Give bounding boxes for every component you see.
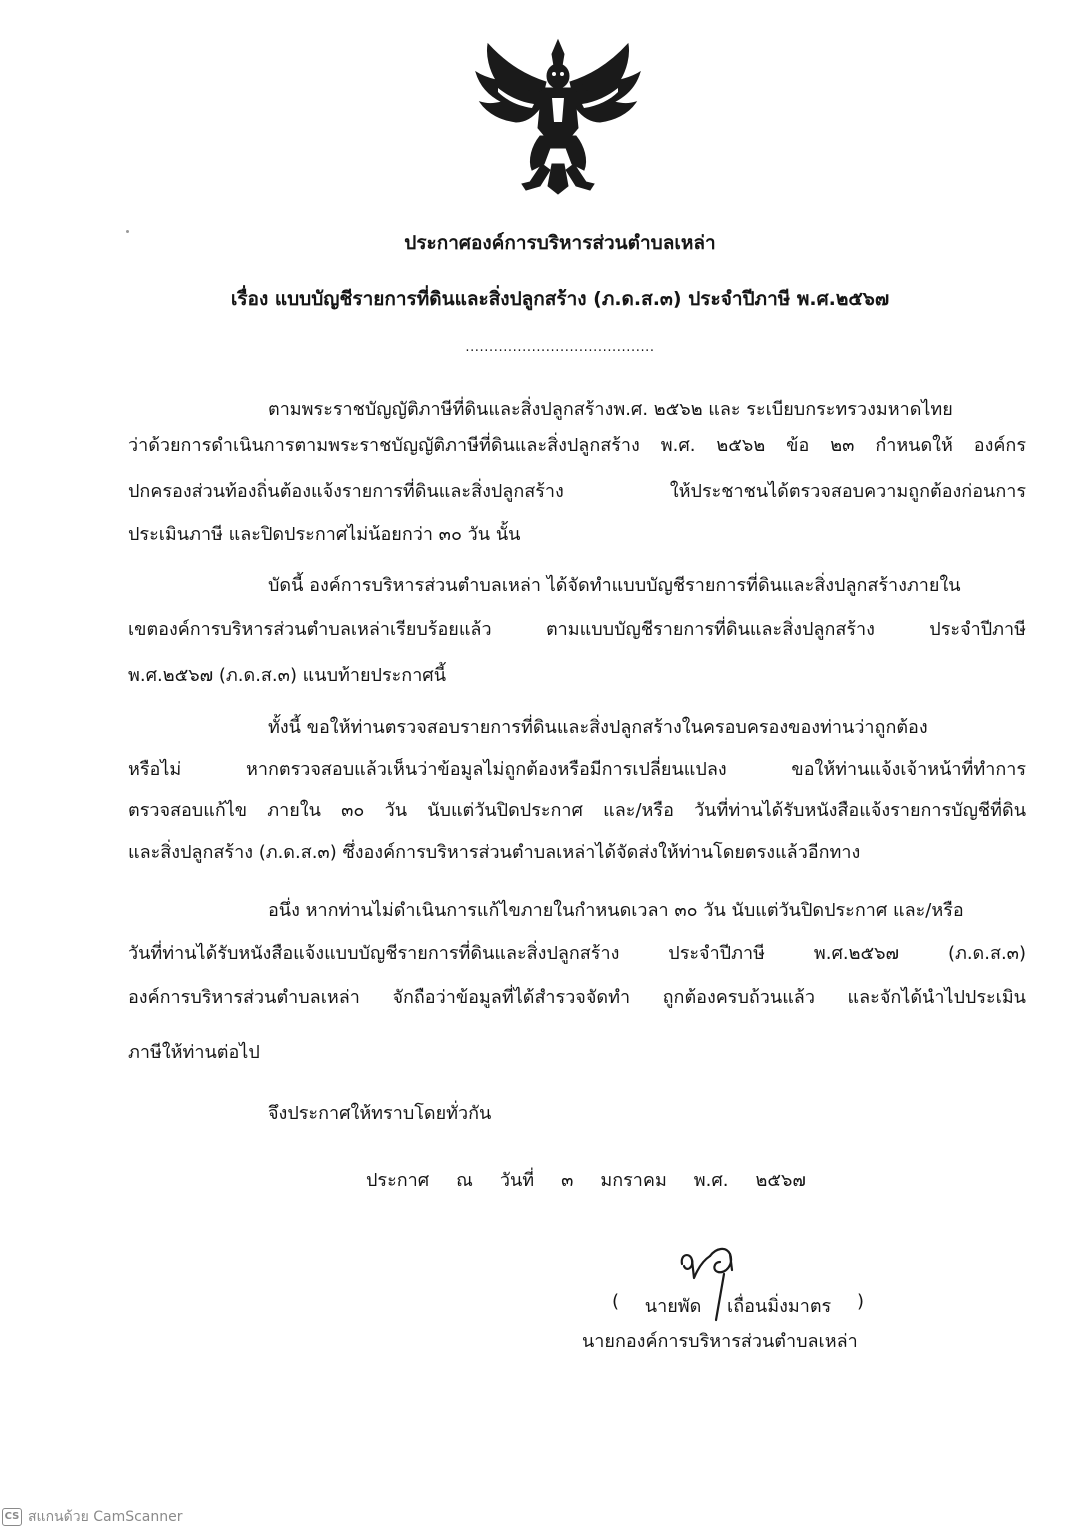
date-year: ๒๕๖๗ <box>755 1170 806 1191</box>
announcement-subject: เรื่อง แบบบัญชีรายการที่ดินและสิ่งปลูกสร้าง (ภ.ด.ส.๓) ประจำปีภาษี พ.ศ.๒๕๖๗ <box>230 288 890 310</box>
signer-first-name: นายพัด <box>644 1296 702 1317</box>
paragraph-4-line-1: อนึ่ง หากท่านไม่ดำเนินการแก้ไขภายในกำหนดเวลา ๓๐ วัน นับแต่วันปิดประกาศ และ/หรือ <box>268 900 964 921</box>
date-at: ณ <box>456 1170 473 1191</box>
separator-dots: ........................................ <box>465 340 655 355</box>
watermark-text: สแกนด้วย CamScanner <box>28 1509 183 1525</box>
closing-statement: จึงประกาศให้ทราบโดยทั่วกัน <box>268 1103 492 1124</box>
signer-last-name: เถื่อนมิ่งมาตร <box>727 1296 832 1317</box>
paragraph-3-line-2: หรือไม่ หากตรวจสอบแล้วเห็นว่าข้อมูลไม่ถูกต้องหรือมีการเปลี่ยนแปลง ขอให้ท่านแจ้งเจ้าหน้าที่ทำการ <box>128 759 1026 780</box>
announcement-title: ประกาศองค์การบริหารส่วนตำบลเหล่า <box>404 232 716 254</box>
paragraph-1-line-2: ว่าด้วยการดำเนินการตามพระราชบัญญัติภาษีที่ดินและสิ่งปลูกสร้าง พ.ศ. ๒๕๖๒ ข้อ ๒๓ กำหนดให้ องค์กร <box>128 435 1026 456</box>
date-label: ประกาศ <box>366 1170 430 1191</box>
signer-open-paren: ( <box>612 1291 620 1312</box>
paragraph-4-line-3: องค์การบริหารส่วนตำบลเหล่า จักถือว่าข้อมูลที่ได้สำรวจจัดทำ ถูกต้องครบถ้วนแล้ว และจักได้นำไปประเมิน <box>128 987 1026 1008</box>
paragraph-3-line-1: ทั้งนี้ ขอให้ท่านตรวจสอบรายการที่ดินและสิ่งปลูกสร้างในครอบครองของท่านว่าถูกต้อง <box>268 717 928 738</box>
signer-name <box>612 1291 864 1320</box>
signer-close-paren: ) <box>856 1291 864 1312</box>
paragraph-2-line-3: พ.ศ.๒๕๖๗ (ภ.ด.ส.๓) แนบท้ายประกาศนี้ <box>128 665 447 686</box>
camscanner-icon: CS <box>2 1508 22 1526</box>
garuda-emblem <box>468 36 648 196</box>
paragraph-2-line-2: เขตองค์การบริหารส่วนตำบลเหล่าเรียบร้อยแล้ว ตามแบบบัญชีรายการที่ดินและสิ่งปลูกสร้าง ประจำปีภาษี <box>128 619 1026 640</box>
announcement-date <box>366 1165 806 1194</box>
paragraph-4-line-4: ภาษีให้ท่านต่อไป <box>128 1042 260 1063</box>
scanner-watermark <box>2 1506 183 1528</box>
date-era: พ.ศ. <box>693 1170 729 1191</box>
date-day-label: วันที่ <box>499 1170 535 1191</box>
scan-speck <box>126 230 129 233</box>
paragraph-1-line-1: ตามพระราชบัญญัติภาษีที่ดินและสิ่งปลูกสร้างพ.ศ. ๒๕๖๒ และ ระเบียบกระทรวงมหาดไทย <box>268 399 953 420</box>
paragraph-3-line-3: ตรวจสอบแก้ไข ภายใน ๓๐ วัน นับแต่วันปิดประกาศ และ/หรือ วันที่ท่านได้รับหนังสือแจ้งรายการบัญชีที่ดิน <box>128 800 1026 821</box>
date-day: ๓ <box>561 1170 574 1191</box>
date-month: มกราคม <box>600 1170 667 1191</box>
signer-position: นายกองค์การบริหารส่วนตำบลเหล่า <box>582 1331 858 1352</box>
paragraph-2-line-1: บัดนี้ องค์การบริหารส่วนตำบลเหล่า ได้จัดทำแบบบัญชีรายการที่ดินและสิ่งปลูกสร้างภายใน <box>268 575 961 596</box>
paragraph-3-line-4: และสิ่งปลูกสร้าง (ภ.ด.ส.๓) ซึ่งองค์การบริหารส่วนตำบลเหล่าได้จัดส่งให้ท่านโดยตรงแล้วอีกทาง <box>128 842 861 863</box>
paragraph-1-line-4: ประเมินภาษี และปิดประกาศไม่น้อยกว่า ๓๐ วัน นั้น <box>128 524 521 545</box>
paragraph-4-line-2: วันที่ท่านได้รับหนังสือแจ้งแบบบัญชีรายการที่ดินและสิ่งปลูกสร้าง ประจำปีภาษี พ.ศ.๒๕๖๗ (ภ.ด.ส.๓) <box>128 943 1026 964</box>
paragraph-1-line-3: ปกครองส่วนท้องถิ่นต้องแจ้งรายการที่ดินและสิ่งปลูกสร้าง ให้ประชาชนได้ตรวจสอบความถูกต้องก่อนการ <box>128 481 1026 502</box>
